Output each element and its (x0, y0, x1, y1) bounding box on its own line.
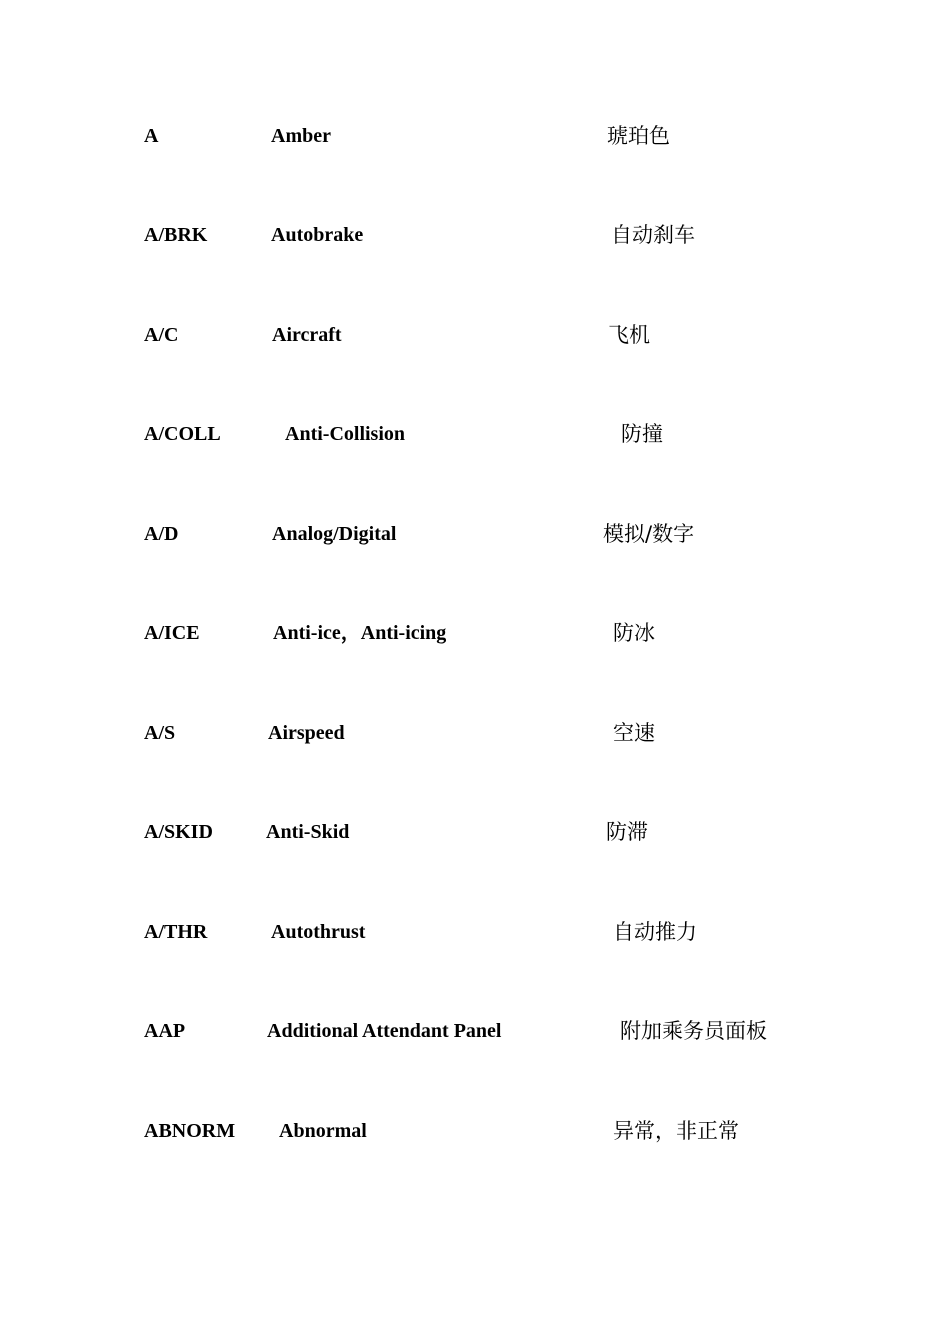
entry-abbreviation: A/COLL (144, 423, 221, 445)
entry-english-term: Autothrust (271, 921, 366, 943)
entry-english-term: Abnormal (279, 1120, 367, 1142)
glossary-entry (0, 419, 950, 449)
entry-chinese-term: 异常，非正常 (613, 1119, 739, 1143)
glossary-entry (0, 1016, 950, 1046)
entry-chinese-term: 飞机 (608, 323, 650, 347)
entry-abbreviation: A (144, 125, 159, 147)
entry-abbreviation: A/C (144, 324, 179, 346)
entry-abbreviation: A/ICE (144, 622, 200, 644)
entry-abbreviation: A/THR (144, 921, 208, 943)
glossary-entry (0, 1116, 950, 1146)
entry-abbreviation: A/BRK (144, 224, 208, 246)
glossary-entry (0, 817, 950, 847)
entry-english-term: Aircraft (272, 324, 342, 346)
glossary-entry (0, 618, 950, 648)
glossary-entry (0, 718, 950, 748)
entry-english-term: Anti-Skid (266, 821, 350, 843)
entry-abbreviation: A/SKID (144, 821, 213, 843)
entry-english-term: Airspeed (268, 722, 345, 744)
entry-chinese-term: 防冰 (613, 621, 655, 645)
entry-abbreviation: ABNORM (144, 1120, 236, 1142)
entry-english-term: Autobrake (271, 224, 364, 246)
entry-chinese-term: 空速 (613, 721, 655, 745)
entry-english-term: Analog/Digital (272, 523, 397, 545)
entry-english-term: Anti-Collision (285, 423, 406, 445)
entry-abbreviation: AAP (144, 1020, 186, 1042)
glossary-entry (0, 917, 950, 947)
entry-abbreviation: A/S (144, 722, 176, 744)
entry-english-term: Amber (271, 125, 331, 147)
entry-chinese-term: 琥珀色 (607, 124, 670, 148)
entry-chinese-term: 自动推力 (613, 920, 697, 944)
entry-english-term: Anti-ice，Anti-icing (273, 622, 447, 644)
entry-chinese-term: 附加乘务员面板 (620, 1019, 767, 1043)
entry-chinese-term: 自动刹车 (611, 223, 695, 247)
entry-english-term: Additional Attendant Panel (267, 1020, 502, 1042)
entry-chinese-term: 防撞 (621, 422, 663, 446)
glossary-entry (0, 320, 950, 350)
entry-abbreviation: A/D (144, 523, 179, 545)
entry-chinese-term: 防滞 (606, 820, 648, 844)
entry-chinese-term: 模拟/数字 (603, 522, 695, 546)
glossary-entry (0, 220, 950, 250)
glossary-entry (0, 121, 950, 151)
glossary-entry (0, 519, 950, 549)
